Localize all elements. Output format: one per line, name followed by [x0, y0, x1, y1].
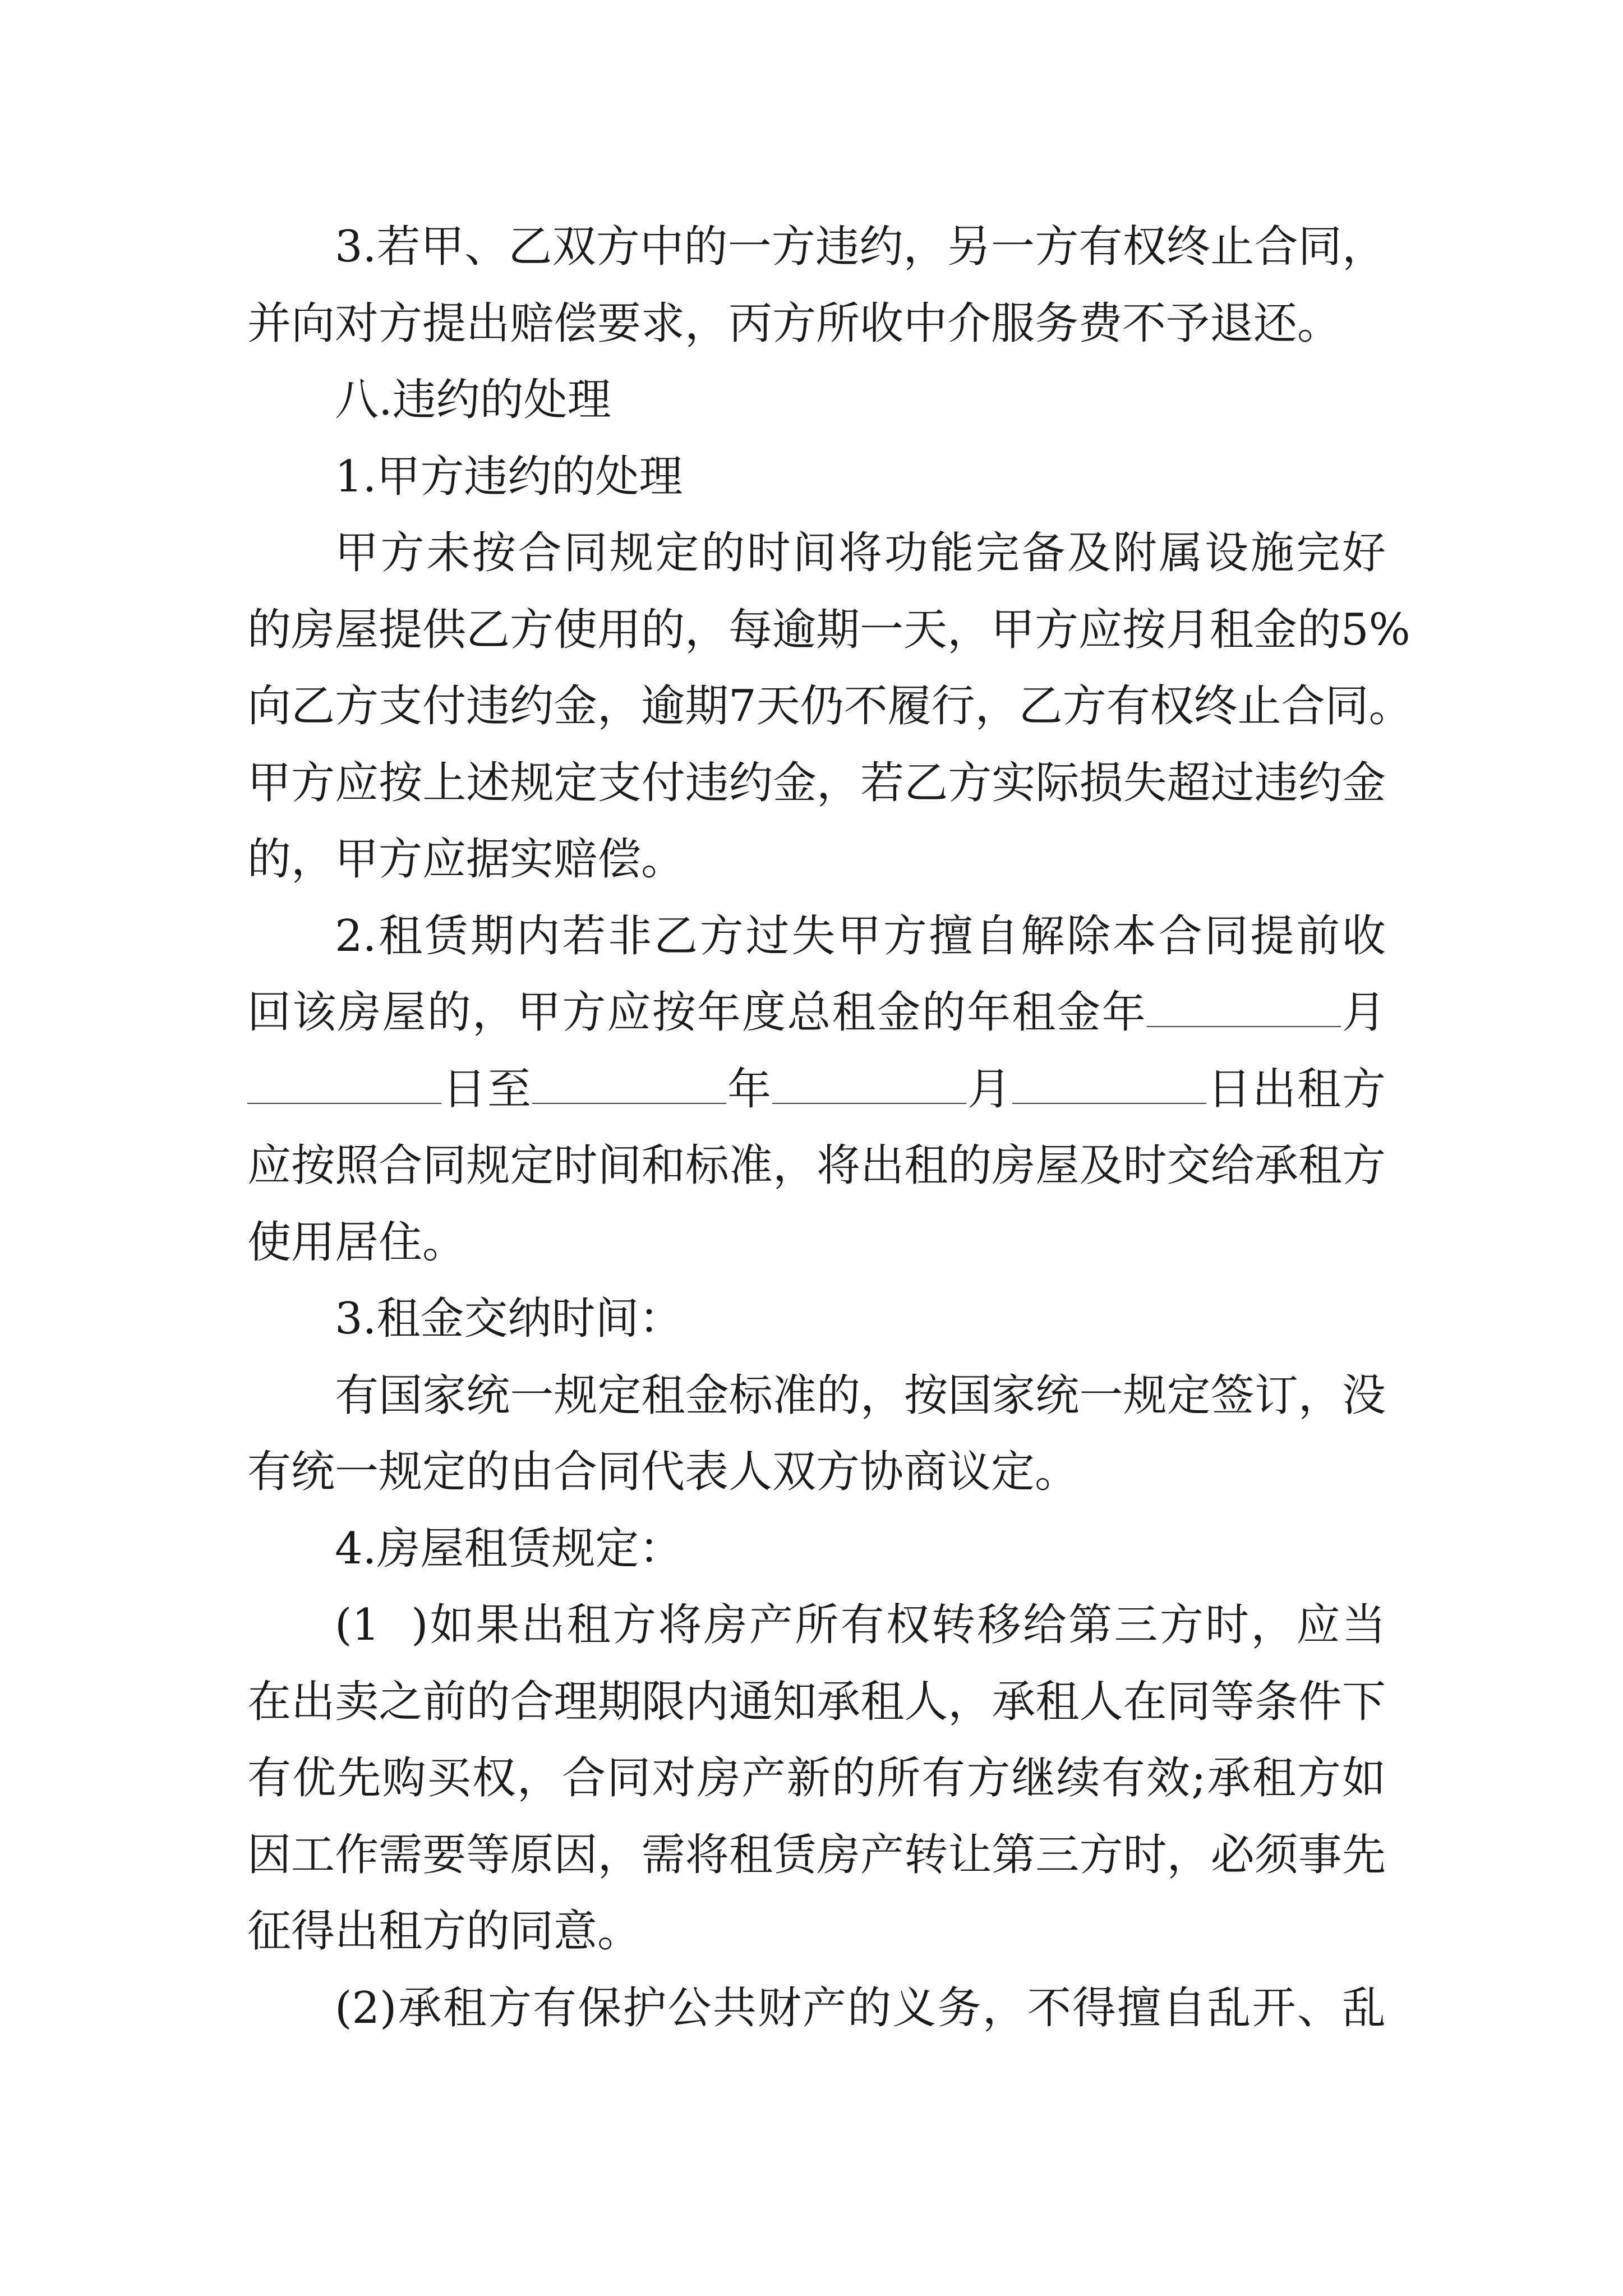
paragraph-line: 在出卖之前的合理期限内通知承租人，承租人在同等条件下	[247, 1676, 1386, 1727]
paragraph-line: 的，甲方应据实赔偿。	[247, 834, 685, 885]
fill-in-blank	[247, 1068, 441, 1104]
paragraph-line: 应按照合同规定时间和标准，将出租的房屋及时交给承租方	[247, 1140, 1386, 1191]
text-segment: 月	[966, 1064, 1012, 1115]
text-segment: 日出租方	[1206, 1064, 1386, 1115]
section-heading: 八.违约的处理	[335, 375, 611, 425]
fill-in-blank	[772, 1068, 966, 1104]
paragraph-line: 有优先购买权，合同对房产新的所有方继续有效;承租方如	[247, 1753, 1386, 1803]
paragraph-line: (2)承租方有保护公共财产的义务，不得擅自乱开、乱	[335, 1982, 1386, 2033]
subsection-heading: 4.房屋租赁规定：	[335, 1523, 683, 1574]
paragraph-line: 3.若甲、乙双方中的一方违约，另一方有权终止合同，	[335, 222, 1386, 272]
list-marker: (1	[335, 1600, 380, 1650]
subsection-heading: 3.租金交纳时间：	[335, 1294, 683, 1344]
text-segment: )如果出租方将房产所有权转移给第三方时，应当	[411, 1600, 1386, 1650]
paragraph-line: 甲方未按合同规定的时间将功能完备及附属设施完好	[335, 528, 1386, 578]
paragraph-line: 征得出租方的同意。	[247, 1906, 642, 1957]
text-segment: 日至	[441, 1064, 532, 1115]
paragraph-line: 有统一规定的由合同代表人双方协商议定。	[247, 1447, 1079, 1497]
text-segment: 月	[1340, 987, 1386, 1038]
fill-in-blank	[1012, 1068, 1206, 1104]
paragraph-line: 使用居住。	[247, 1217, 467, 1268]
fill-in-blank	[532, 1068, 726, 1104]
paragraph-line: 2.租赁期内若非乙方过失甲方擅自解除本合同提前收	[335, 910, 1386, 961]
paragraph-line: 并向对方提出赔偿要求，丙方所收中介服务费不予退还。	[247, 298, 1341, 349]
paragraph-line-with-blank	[247, 974, 1386, 1051]
paragraph-line: 向乙方支付违约金，逾期7天仍不履行，乙方有权终止合同。	[247, 681, 1413, 731]
paragraph-line: 有国家统一规定租金标准的，按国家统一规定签订，没	[335, 1370, 1386, 1421]
subsection-heading: 1.甲方违约的处理	[335, 451, 683, 502]
text-segment: 回该房屋的，甲方应按年度总租金的年租金年	[247, 987, 1147, 1038]
document-body	[247, 209, 1413, 2046]
paragraph-line: 因工作需要等原因，需将租赁房产转让第三方时，必须事先	[247, 1829, 1386, 1880]
text-segment: 年	[726, 1064, 772, 1115]
fill-in-blank	[1147, 991, 1341, 1027]
paragraph-line-with-blanks	[247, 1051, 1386, 1128]
paragraph-line: 甲方应按上述规定支付违约金，若乙方实际损失超过违约金	[247, 757, 1386, 808]
paragraph-line: 的房屋提供乙方使用的，每逾期一天，甲方应按月租金的5%	[247, 604, 1410, 655]
paragraph-line	[247, 1587, 1386, 1664]
